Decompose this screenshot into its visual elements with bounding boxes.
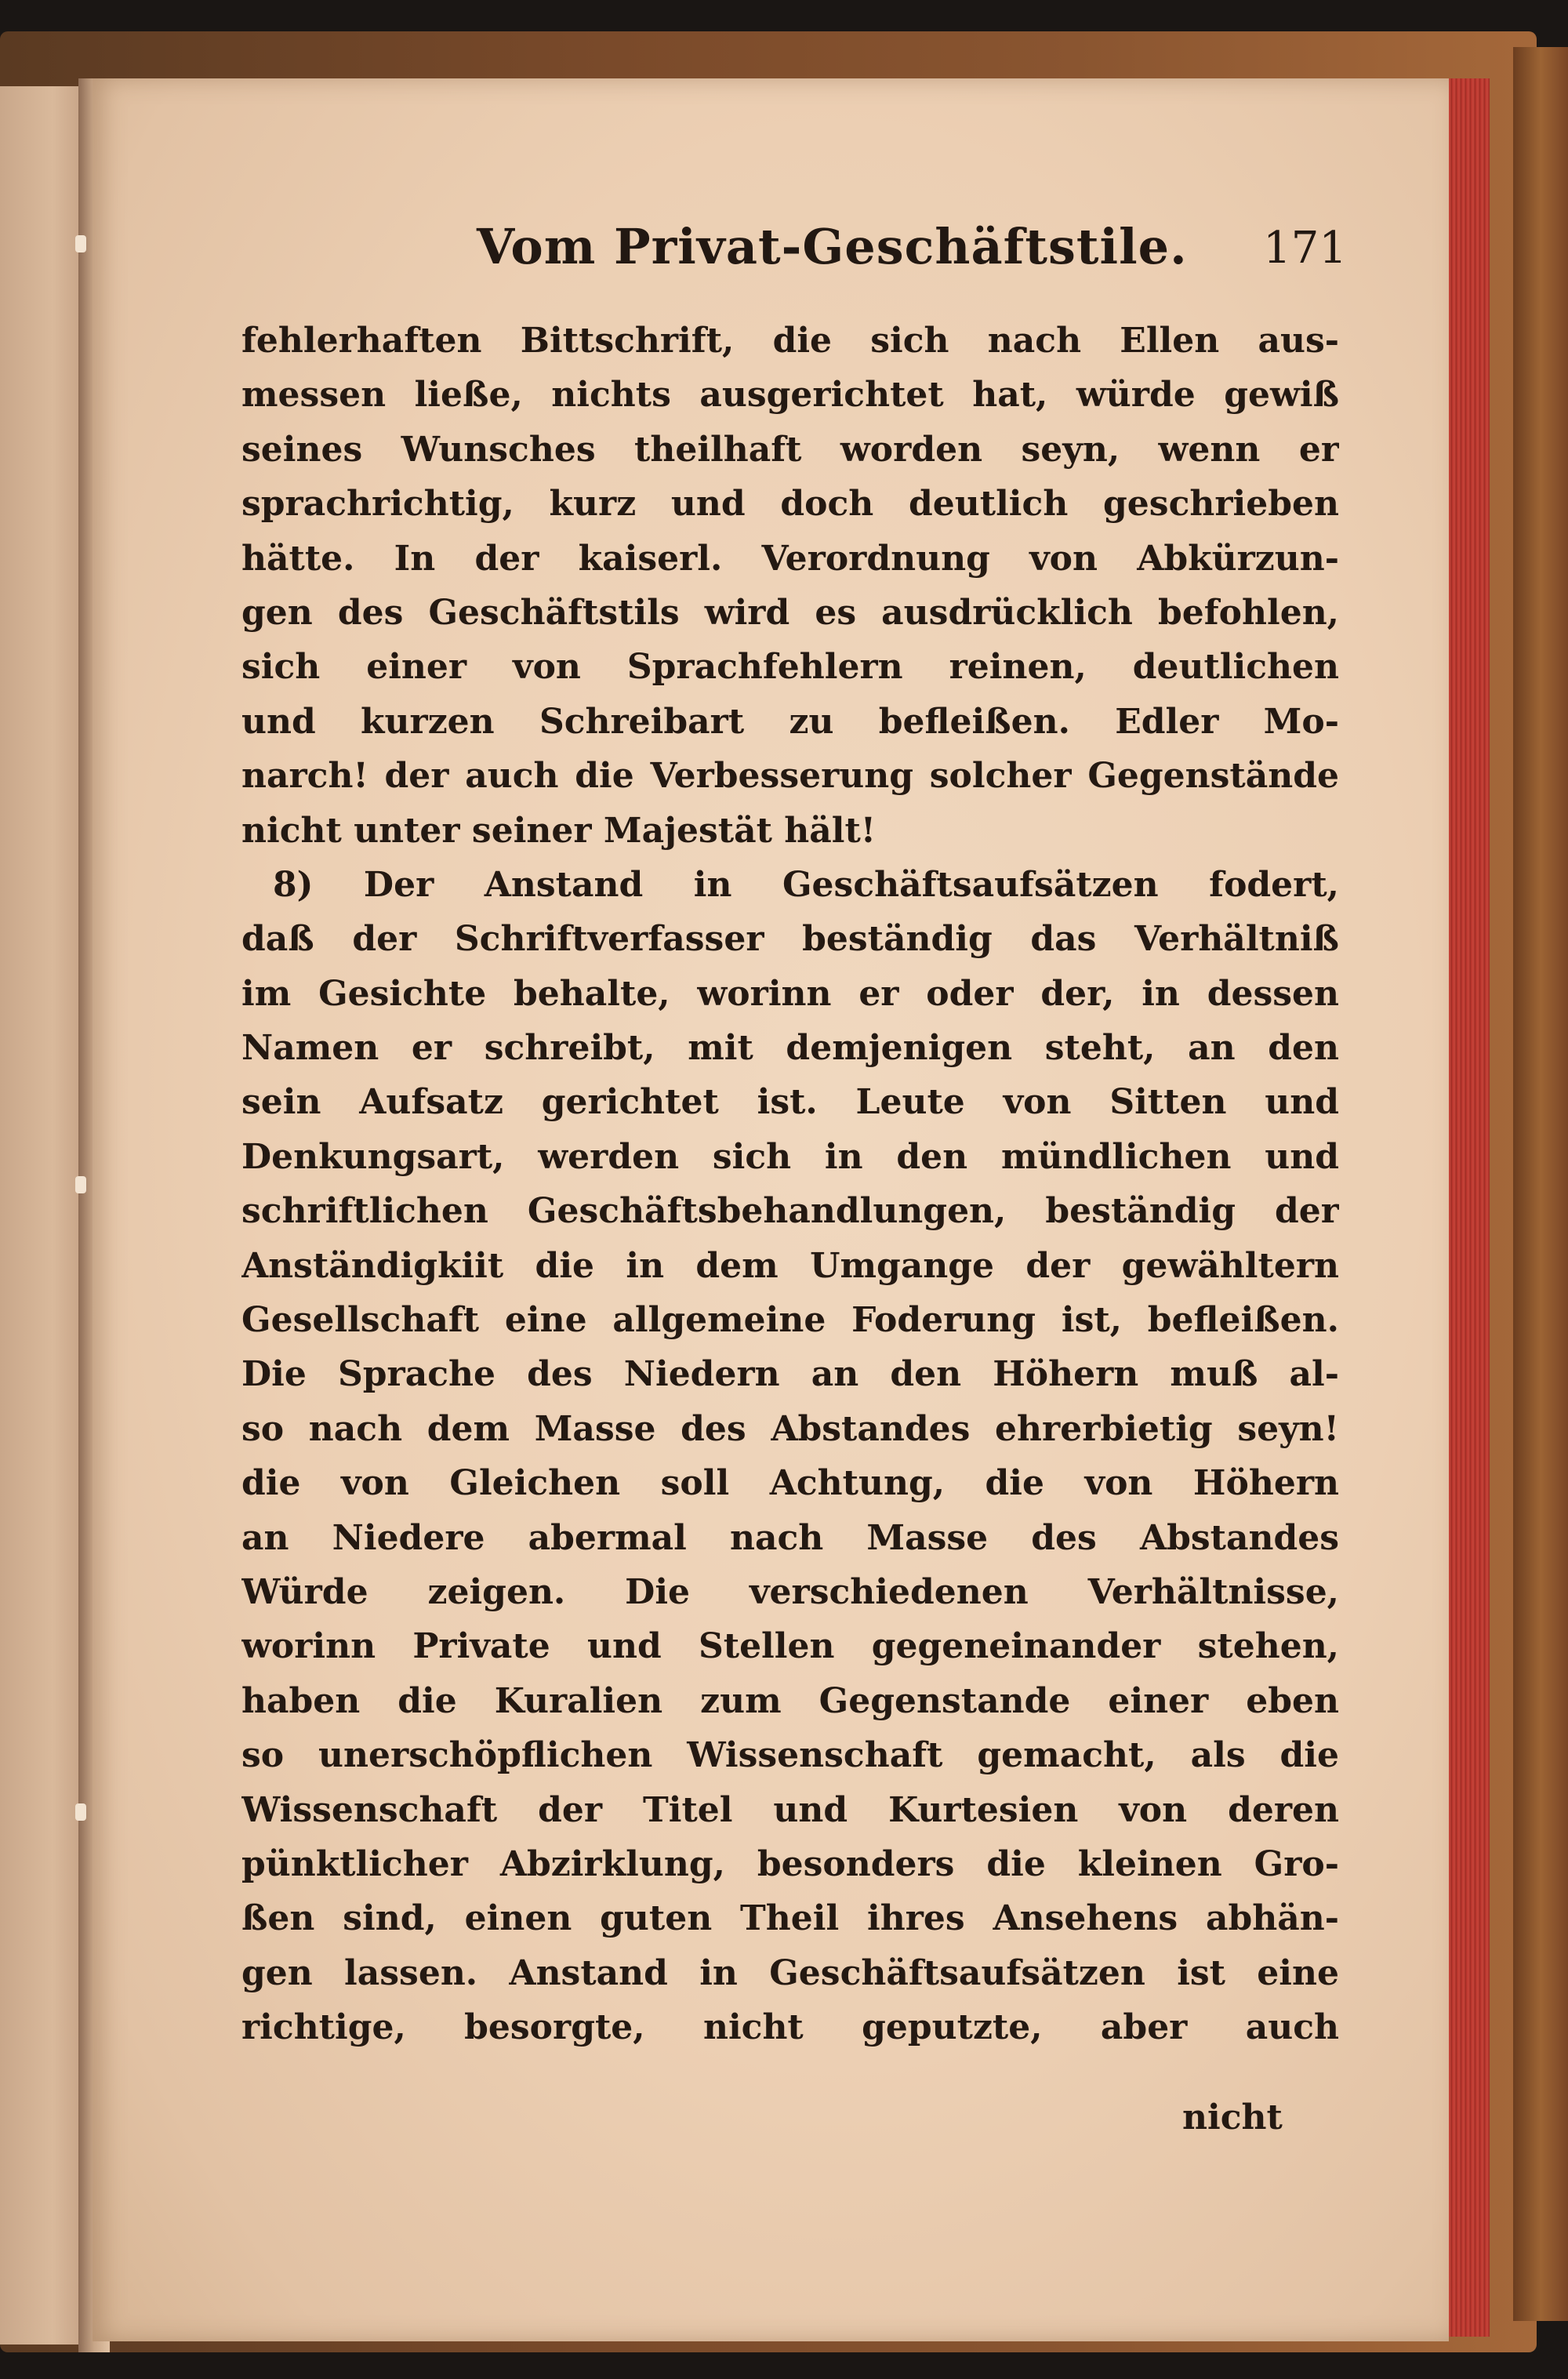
text-line: daß der Schriftverfasser beständig das Verhältniß — [241, 919, 1339, 960]
cover-edge — [1513, 47, 1568, 2321]
red-page-edges — [1443, 78, 1490, 2337]
binding-thread — [75, 1176, 86, 1193]
text-line: sich einer von Sprachfehlern reinen, deutlichen — [241, 647, 1339, 688]
binding-thread — [75, 235, 86, 252]
text-line: nicht unter seiner Majestät hält! — [241, 810, 877, 851]
text-line: Wissenschaft der Titel und Kurtesien von deren — [241, 1789, 1339, 1830]
text-line: so unerschöpflichen Wissenschaft gemacht, als die — [241, 1735, 1339, 1776]
text-line: Denkungsart, werden sich in den mündlichen und — [241, 1136, 1339, 1177]
text-line: gen des Geschäftstils wird es ausdrücklich befohlen, — [241, 592, 1339, 633]
catchword: nicht — [1182, 2098, 1283, 2137]
text-line: so nach dem Masse des Abstandes ehrerbietig seyn! — [241, 1408, 1339, 1449]
facing-page — [0, 86, 88, 2344]
text-line: narch! der auch die Verbesserung solcher Gegenstände — [241, 756, 1339, 797]
text-line: Würde zeigen. Die verschiedenen Verhältnisse, — [241, 1571, 1339, 1612]
page-number: 171 — [1263, 223, 1347, 274]
text-line: Gesellschaft eine allgemeine Foderung ist, befleißen. — [241, 1300, 1339, 1341]
running-head — [390, 212, 1363, 282]
text-line: die von Gleichen soll Achtung, die von Höhern — [241, 1463, 1339, 1504]
text-line: im Gesichte behalte, worinn er oder der, in dessen — [241, 973, 1339, 1014]
text-line: Namen er schreibt, mit demjenigen steht, an den — [241, 1028, 1339, 1069]
text-line: schriftlichen Geschäftsbehandlungen, beständig der — [241, 1191, 1339, 1232]
text-line: Die Sprache des Niedern an den Höhern muß al- — [241, 1354, 1339, 1395]
book-page — [93, 78, 1449, 2341]
text-line: messen ließe, nichts ausgerichtet hat, würde gewiß — [241, 375, 1339, 416]
body-text — [241, 314, 1339, 2055]
text-line: seines Wunsches theilhaft worden seyn, wenn er — [241, 429, 1339, 470]
text-line: hätte. In der kaiserl. Verordnung von Abkürzun- — [241, 538, 1339, 579]
text-line: pünktlicher Abzirklung, besonders die kleinen Gro- — [241, 1843, 1339, 1884]
text-line: und kurzen Schreibart zu befleißen. Edler Mo- — [241, 701, 1339, 742]
text-line: gen lassen. Anstand in Geschäftsaufsätzen ist eine — [241, 1952, 1339, 1993]
text-line: an Niedere abermal nach Masse des Abstandes — [241, 1517, 1339, 1558]
text-line: fehlerhaften Bittschrift, die sich nach Ellen aus- — [241, 321, 1339, 361]
text-line: sprachrichtig, kurz und doch deutlich geschrieben — [241, 484, 1339, 525]
text-line: sein Aufsatz gerichtet ist. Leute von Sitten und — [241, 1082, 1339, 1123]
binding-thread — [75, 1803, 86, 1821]
text-line: Anständigkiit die in dem Umgange der gewähltern — [241, 1245, 1339, 1286]
text-line: richtige, besorgte, nicht geputzte, aber auch — [241, 2007, 1339, 2048]
text-line: worinn Private und Stellen gegeneinander stehen, — [241, 1626, 1339, 1667]
text-line: ßen sind, einen guten Theil ihres Ansehens abhän- — [241, 1898, 1339, 1939]
text-line: 8) Der Anstand in Geschäftsaufsätzen fodert, — [273, 864, 1339, 905]
running-title: Vom Privat-Geschäftstile. — [477, 218, 1188, 275]
text-line: haben die Kuralien zum Gegenstande einer eben — [241, 1680, 1339, 1721]
